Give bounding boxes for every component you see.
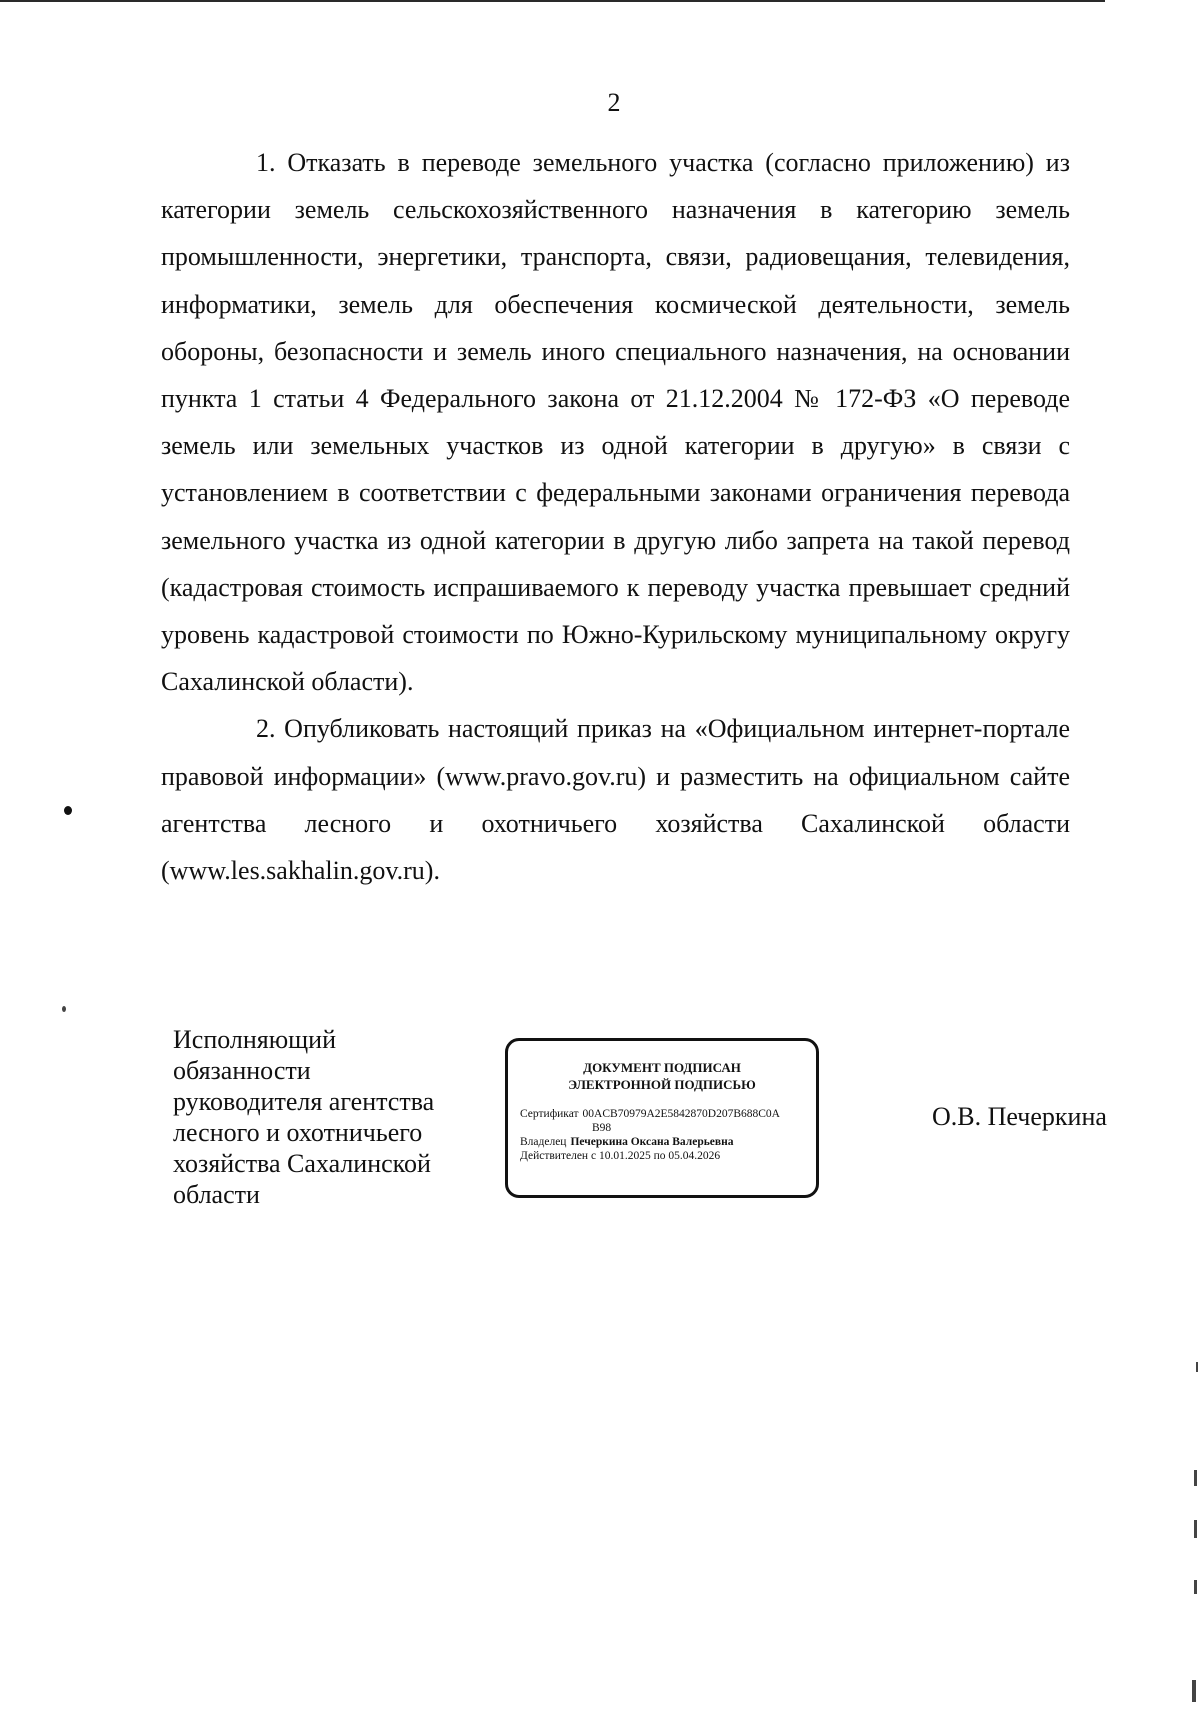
paragraph-publish-order: 2. Опубликовать настоящий приказ на «Официальном интернет-портале правовой информации» (www.pravo.gov.ru) и разместить на официальном сайте агентства лесного и охотничьего хозяйства Сахалинской области (www.les.sakhalin.gov.ru). [161,714,1070,886]
top-border-line [0,0,1105,2]
signer-name: О.В. Печеркина [932,1102,1107,1131]
stamp-title-line: ЭЛЕКТРОННОЙ ПОДПИСЬЮ [568,1077,756,1092]
stamp-title-line: ДОКУМЕНТ ПОДПИСАН [583,1060,741,1075]
stamp-owner [520,1135,804,1149]
stamp-certificate [520,1107,804,1121]
owner-label: Владелец [520,1136,567,1148]
certificate-value-continued: B98 [592,1122,612,1134]
scan-speck [1196,1362,1198,1372]
certificate-value: 00ACB70979A2E5842870D207B688C0A [582,1108,780,1120]
position-line: хозяйства Сахалинской [173,1149,431,1178]
scan-speck [1194,1580,1197,1594]
page-number: 2 [607,88,621,117]
scan-speck [64,806,72,815]
signatory-position [173,1024,473,1210]
scan-speck [62,1006,66,1012]
electronic-signature-stamp [505,1038,819,1198]
position-line: Исполняющий [173,1025,337,1054]
position-line: руководителя агентства [173,1087,435,1116]
owner-value: Печеркина Оксана Валерьевна [570,1136,734,1148]
scan-speck [1194,1470,1197,1486]
position-line: области [173,1180,260,1209]
document-body [161,139,1070,894]
position-line: лесного и охотничьего [173,1118,423,1147]
paragraph-refuse-transfer: 1. Отказать в переводе земельного участка (согласно приложению) из категории земель сельскохозяйственного назначения в категорию земель промышленности, энергетики, транспорта, связи, радиовещания, телевидения, информатики, земель для обеспечения космической деятельности, земель обороны, безопасности и земель иного специального назначения, на основании пункта 1 статьи 4 Федерального закона от 21.12.2004 № 172-ФЗ «О переводе земель или земельных участков из одной категории в другую» в связи с установлением в соответствии с федеральными законами ограничения перевода земельного участка из одной категории в другую либо запрета на такой перевод (кадастровая стоимость испрашиваемого к переводу участка превышает средний уровень кадастровой стоимости по Южно-Курильскому муниципальному округу Сахалинской области). [161,148,1070,697]
stamp-validity: Действителен с 10.01.2025 по 05.04.2026 [520,1150,721,1162]
scan-speck [1194,1520,1197,1538]
certificate-label: Сертификат [520,1108,579,1120]
position-line: обязанности [173,1056,311,1085]
scan-speck [1192,1680,1196,1702]
